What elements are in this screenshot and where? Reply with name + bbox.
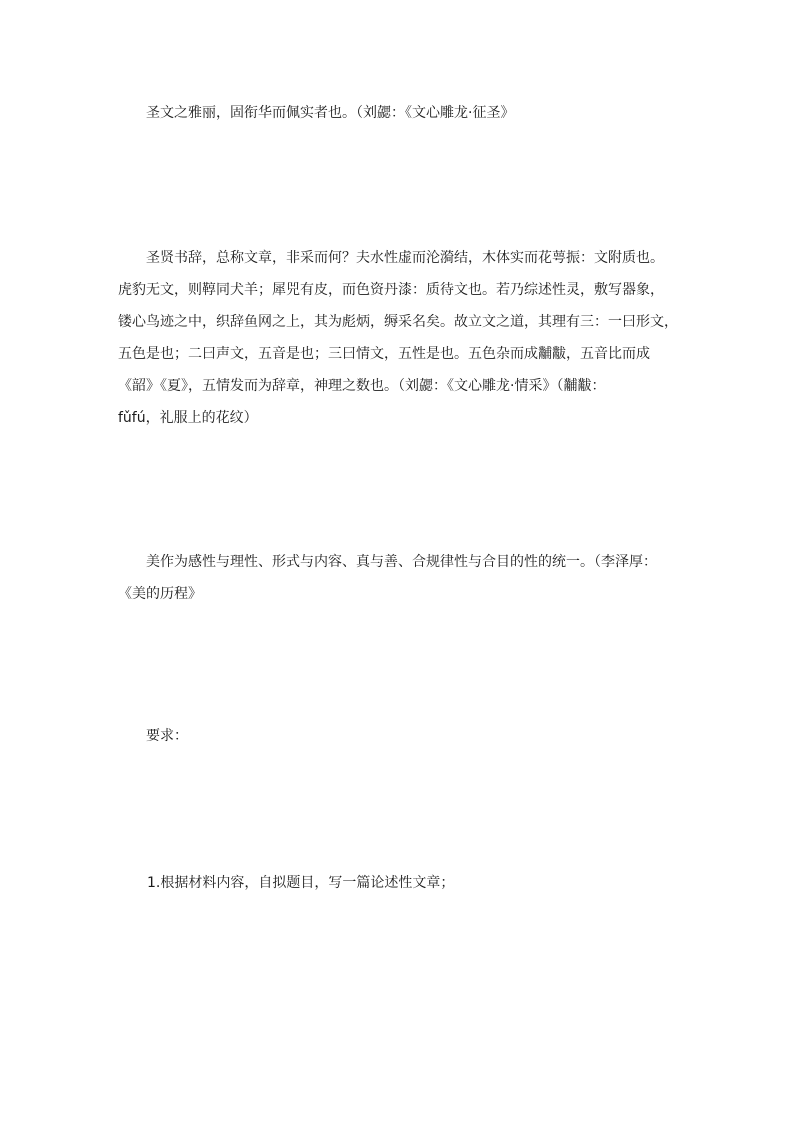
paragraph-line: 镂心鸟迹之中，织辞鱼网之上，其为彪炳，缛采名矣。故立文之道，其理有三：一曰形文，	[118, 314, 678, 330]
quote-qingcai	[118, 242, 688, 434]
paragraph-line: 美作为感性与理性、形式与内容、真与善、合规律性与合目的性的统一。（李泽厚：	[146, 554, 657, 570]
paragraph-line: 五色是也；二曰声文，五音是也；三曰情文，五性是也。五色杂而成黼黻，五音比而成	[118, 346, 650, 362]
quote-zhengsheng	[118, 97, 688, 129]
quote-li-zehou	[118, 546, 688, 610]
paragraph-line: 要求：	[146, 728, 188, 744]
requirement-item-1	[118, 867, 688, 899]
paragraph-line: 圣贤书辞，总称文章，非采而何？夫水性虚而沦漪结，木体实而花萼振：文附质也。	[146, 250, 664, 266]
paragraph-line: 《美的历程》	[118, 586, 202, 602]
requirements-heading	[118, 720, 688, 752]
paragraph-line: 虎豹无文，则鞟同犬羊；犀兕有皮，而色资丹漆：质待文也。若乃综述性灵，敷写器象，	[118, 282, 664, 298]
paragraph-line: 1.根据材料内容，自拟题目，写一篇论述性文章；	[147, 875, 455, 891]
paragraph-line: 《韶》《夏》，五情发而为辞章，神理之数也。（刘勰：《文心雕龙·情采》（黼黻：	[118, 378, 606, 394]
paragraph-line: fǔfú，礼服上的花纹）	[118, 410, 258, 426]
paragraph-line: 圣文之雅丽，固衔华而佩实者也。（刘勰：《文心雕龙·征圣》	[146, 105, 515, 121]
